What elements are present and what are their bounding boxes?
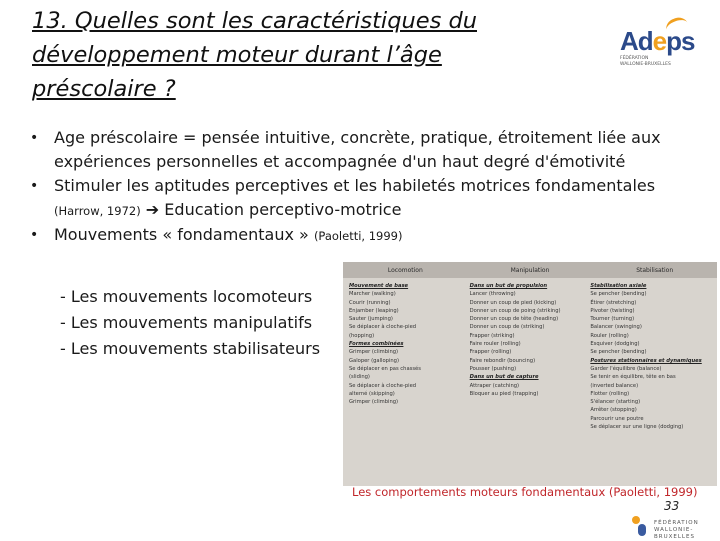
figure-entry: Lancer (throwing) bbox=[469, 291, 516, 298]
figure-column-stabilisation bbox=[590, 282, 711, 431]
figure-entry: Faire rebondir (bouncing) bbox=[469, 357, 536, 364]
scanned-table-figure bbox=[343, 262, 717, 486]
figure-subheading: Formes combinées bbox=[349, 341, 404, 348]
figure-entry: Arrêter (stopping) bbox=[590, 407, 637, 414]
figure-entry: Pivoter (twisting) bbox=[590, 307, 635, 314]
figure-entry: Grimper (climbing) bbox=[349, 399, 399, 406]
column-header: Manipulation bbox=[510, 266, 550, 274]
figure-entry: Marcher (walking) bbox=[349, 291, 396, 298]
figure-entry: Étirer (stretching) bbox=[590, 299, 637, 306]
figure-header bbox=[343, 262, 717, 278]
bullet-icon: • bbox=[30, 178, 39, 194]
figure-entry: Enjamber (leaping) bbox=[349, 307, 399, 314]
figure-subheading: Mouvement de base bbox=[349, 283, 409, 289]
column-header: Stabilisation bbox=[636, 266, 674, 274]
bullet-item: • Mouvements « fondamentaux » (Paoletti, 1999) bbox=[30, 223, 720, 248]
figure-entry: Courir (running) bbox=[349, 299, 391, 306]
slide-title: 13. Quelles sont les caractéristiques du développement moteur durant l’âge préscolaire ? bbox=[32, 8, 477, 102]
figure-entry: Bloquer au pied (trapping) bbox=[469, 390, 539, 397]
arrow-right-icon: ➔ bbox=[145, 200, 160, 219]
bullet-item: • Stimuler les aptitudes perceptives et les habiletés motrices fondamentales (Harrow, 1972) ➔ Education perceptivo-motrice bbox=[30, 176, 656, 219]
column-header: Locomotion bbox=[387, 266, 423, 274]
figure-entry: (inverted balance) bbox=[590, 382, 639, 389]
figure-entry: Attraper (catching) bbox=[469, 382, 520, 389]
bullet-icon: • bbox=[30, 130, 39, 146]
figure-entry: Grimper (climbing) bbox=[349, 349, 399, 356]
figure-entry: Rouler (rolling) bbox=[590, 332, 629, 339]
figure-entry: Esquiver (dodging) bbox=[590, 341, 640, 348]
figure-entry: Pousser (pushing) bbox=[469, 365, 517, 372]
figure-entry: (sliding) bbox=[349, 374, 370, 381]
movement-types-list bbox=[60, 284, 340, 362]
figure-entry: Sauter (jumping) bbox=[349, 316, 393, 323]
figure-entry: Se tenir en équilibre, tête en bas bbox=[590, 374, 676, 381]
page-number: 33 bbox=[664, 499, 680, 513]
citation: (Paoletti, 1999) bbox=[313, 229, 403, 243]
list-item: - Les mouvements manipulatifs bbox=[60, 313, 313, 332]
figure-entry: Donner un coup de (striking) bbox=[469, 324, 545, 331]
figure-entry: Garder l'équilibre (balance) bbox=[590, 365, 662, 372]
figure-subheading: Stabilisation axiale bbox=[590, 283, 647, 289]
list-item: - Les mouvements stabilisateurs bbox=[60, 339, 321, 358]
figure-subheading: Dans un but de capture bbox=[469, 374, 539, 381]
figure-entry: (hopping) bbox=[349, 332, 375, 339]
federation-logo-text: FÉDÉRATION WALLONIE-BRUXELLES bbox=[654, 520, 699, 540]
bullet-icon: • bbox=[30, 227, 39, 243]
figure-entry: alterné (skipping) bbox=[349, 390, 395, 397]
figure-subheading: Dans un but de propulsion bbox=[469, 283, 548, 289]
adeps-logo-subtitle: FÉDÉRATION WALLONIE-BRUXELLES bbox=[620, 56, 671, 67]
adeps-logo-text: Adeps bbox=[620, 26, 695, 56]
figure-entry: Se déplacer à cloche-pied bbox=[349, 324, 417, 331]
figure-entry: Donner un coup de pied (kicking) bbox=[469, 299, 557, 306]
list-item: - Les mouvements locomoteurs bbox=[60, 287, 313, 306]
figure-entry: Donner un coup de poing (striking) bbox=[469, 307, 561, 314]
figure-entry: Balancer (swinging) bbox=[590, 324, 642, 331]
federation-mark-icon bbox=[632, 516, 646, 536]
figure-entry: Parcourir une poutre bbox=[590, 415, 644, 422]
federation-logo bbox=[632, 514, 712, 538]
figure-entry: Frapper (rolling) bbox=[469, 349, 512, 356]
figure-entry: Faire rouler (rolling) bbox=[469, 341, 521, 348]
figure-entry: Donner un coup de tête (heading) bbox=[469, 316, 559, 323]
figure-entry: Se déplacer à cloche-pied bbox=[349, 382, 417, 389]
bullet-list bbox=[30, 126, 720, 248]
figure-entry: Flotter (rolling) bbox=[590, 390, 630, 397]
figure-column-locomotion bbox=[349, 282, 470, 431]
bullet-item: • Age préscolaire = pensée intuitive, concrète, pratique, étroitement liée aux expériences personnelles et accompagnée d'un haut degré d'émotivité bbox=[30, 128, 661, 171]
figure-entry: Se pencher (bending) bbox=[590, 291, 647, 298]
figure-entry: Tourner (turning) bbox=[590, 316, 635, 323]
figure-entry: Se pencher (bending) bbox=[590, 349, 647, 356]
figure-column-manipulation bbox=[470, 282, 591, 431]
figure-entry: Se déplacer en pas chassés bbox=[349, 365, 421, 372]
citation: (Harrow, 1972) bbox=[54, 204, 141, 218]
figure-subheading: Postures stationnaires et dynamiques bbox=[590, 357, 702, 364]
figure-caption: Les comportements moteurs fondamentaux (Paoletti, 1999) bbox=[352, 485, 698, 499]
adeps-logo bbox=[620, 26, 695, 68]
figure-entry: Se déplacer sur une ligne (dodging) bbox=[590, 424, 684, 431]
figure-entry: Frapper (striking) bbox=[469, 332, 515, 339]
figure-entry: Galoper (galloping) bbox=[349, 357, 399, 364]
figure-entry: S'élancer (starting) bbox=[590, 399, 641, 406]
